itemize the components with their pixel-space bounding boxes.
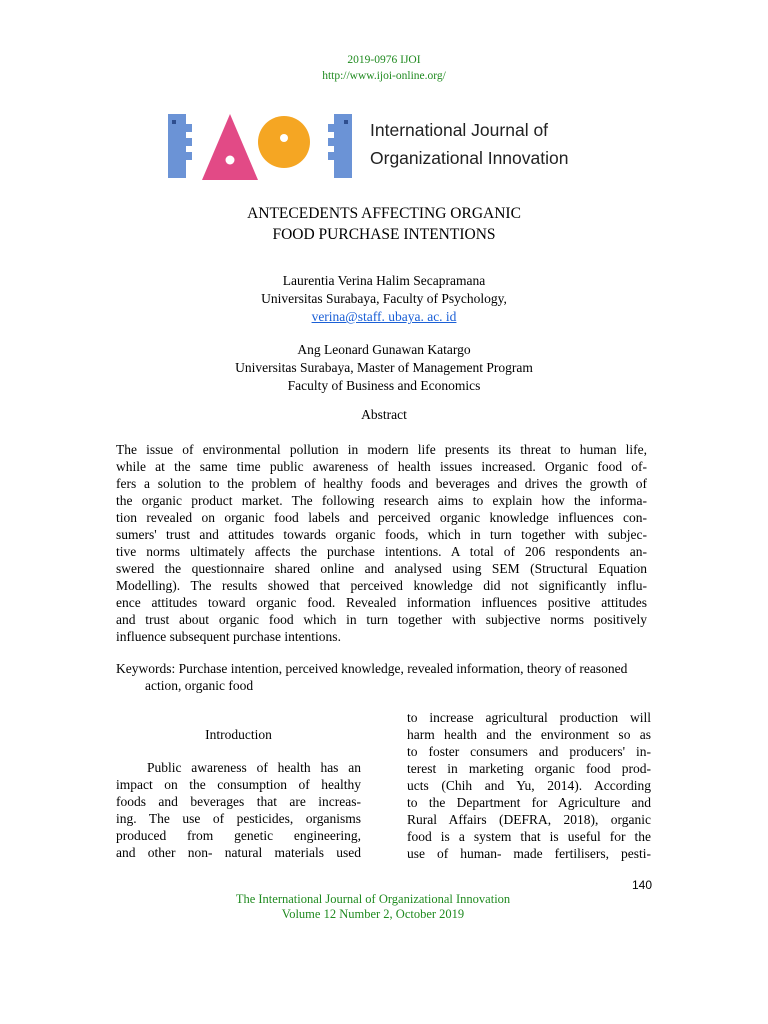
author-email-link[interactable]: verina@staff. ubaya. ac. id bbox=[311, 309, 457, 324]
intro-paragraph bbox=[116, 759, 361, 861]
abstract-line: swered the questionnaire shared online and analysed using SEM (Structural Equation bbox=[116, 561, 647, 576]
abstract-line: fers a solution to the problem of healthy foods and beverages and drives the growth of bbox=[116, 476, 647, 491]
title-line-1: ANTECEDENTS AFFECTING ORGANIC bbox=[247, 205, 521, 222]
intro-line: to foster consumers and producers' in- bbox=[407, 744, 651, 759]
abstract-heading: Abstract bbox=[361, 407, 407, 422]
abstract-line: tive norms ultimately affects the purchase intentions. A total of 206 respondents an- bbox=[116, 544, 647, 559]
intro-line: to the Department for Agriculture and bbox=[407, 795, 651, 810]
footer-volume: Volume 12 Number 2, October 2019 bbox=[281, 907, 465, 921]
intro-line: ucts (Chih and Yu, 2014). According bbox=[407, 778, 651, 793]
abstract-line: ence attitudes toward organic food. Revealed information influences positive attitudes bbox=[116, 595, 647, 610]
section-heading-introduction: Introduction bbox=[205, 727, 272, 742]
abstract-line: while at the same time public awareness of health issues increased. Organic food of- bbox=[116, 459, 647, 474]
title-line-2: FOOD PURCHASE INTENTIONS bbox=[272, 226, 496, 243]
abstract-line: sumers' trust and attitudes towards organic foods, which in turn together with subjec- bbox=[116, 527, 647, 542]
logo-text bbox=[370, 116, 568, 172]
intro-line: Rural Affairs (DEFRA, 2018), organic bbox=[407, 812, 651, 827]
logo-line-1: International Journal of bbox=[370, 120, 549, 140]
logo-line-2: Organizational Innovation bbox=[370, 148, 569, 168]
abstract-line: the organic product market. The following research aims to explain how the informa- bbox=[116, 493, 647, 508]
journal-issn: 2019-0976 IJOI bbox=[347, 54, 421, 66]
keywords: Keywords: Purchase intention, perceived knowledge, revealed information, theory of reasoned action, organic food bbox=[116, 661, 628, 693]
intro-line: foods and beverages that are increas- bbox=[116, 794, 361, 809]
author-block-2 bbox=[0, 341, 768, 395]
intro-line: food is a system that is useful for the bbox=[407, 829, 651, 844]
intro-line: use of human- made fertilisers, pesti- bbox=[407, 846, 651, 861]
intro-line: ing. The use of pesticides, organisms bbox=[116, 811, 361, 826]
author-affiliation: Universitas Surabaya, Master of Management Program bbox=[235, 360, 533, 375]
paper-title bbox=[0, 203, 768, 245]
abstract-line: tion revealed on organic food labels and perceived organic knowledge influences con- bbox=[116, 510, 647, 525]
abstract-line: and trust about organic food which in turn together with subjective norms positively bbox=[116, 612, 647, 627]
journal-url[interactable]: http://www.ijoi-online.org/ bbox=[322, 70, 446, 82]
author-name: Laurentia Verina Halim Secapramana bbox=[282, 273, 486, 288]
author-affiliation: Faculty of Business and Economics bbox=[287, 378, 481, 393]
author-affiliation: Universitas Surabaya, Faculty of Psychology, bbox=[261, 291, 507, 306]
intro-right-column bbox=[407, 709, 651, 862]
author-name: Ang Leonard Gunawan Katargo bbox=[297, 342, 471, 357]
logo-mark-icon bbox=[160, 110, 360, 182]
intro-line: Public awareness of health has an bbox=[147, 760, 361, 775]
journal-logo bbox=[160, 110, 600, 182]
intro-line: and other non- natural materials used bbox=[116, 845, 361, 860]
intro-line: terest in marketing organic food prod- bbox=[407, 761, 651, 776]
intro-line: harm health and the environment so as bbox=[407, 727, 651, 742]
page-number: 140 bbox=[631, 878, 652, 892]
intro-line: produced from genetic engineering, bbox=[116, 828, 361, 843]
author-block-1 bbox=[0, 272, 768, 326]
abstract-line: Modelling). The results showed that perceived knowledge did not significantly influ- bbox=[116, 578, 647, 593]
abstract-body bbox=[116, 441, 647, 645]
intro-line: impact on the consumption of healthy bbox=[116, 777, 361, 792]
abstract-line: The issue of environmental pollution in modern life presents its threat to human life, bbox=[116, 442, 647, 457]
footer-journal-name: The International Journal of Organizational Innovation bbox=[235, 892, 511, 906]
intro-line: to increase agricultural production will bbox=[407, 710, 651, 725]
abstract-line: influence subsequent purchase intentions. bbox=[116, 629, 341, 644]
intro-left-column bbox=[116, 726, 361, 861]
